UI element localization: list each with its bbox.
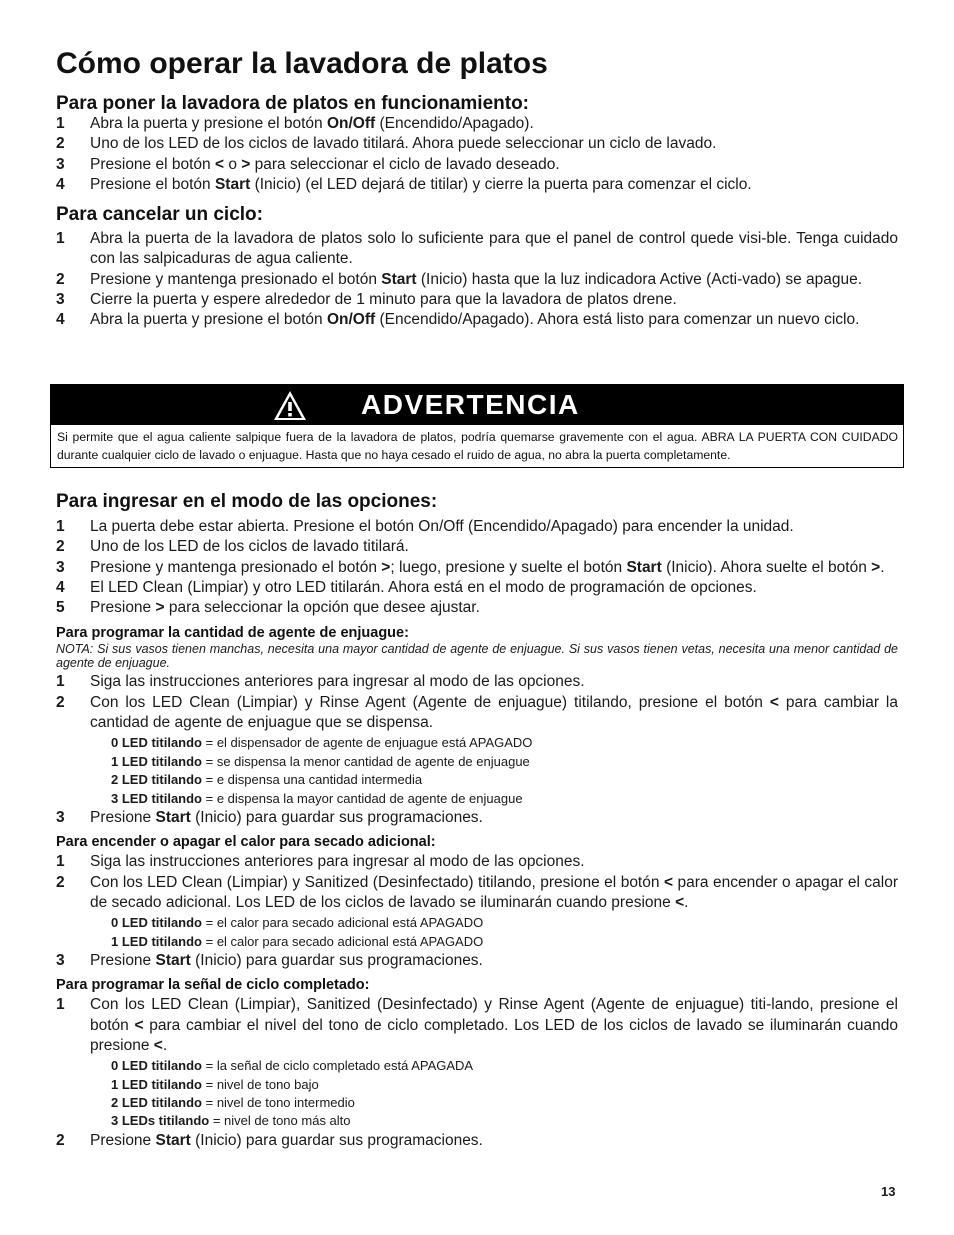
text-run: para encender o apagar el calor de secado adicional. Los LED de los ciclos de lavado se iluminarán cuando presione bbox=[90, 873, 898, 911]
step-text bbox=[90, 808, 898, 828]
list-item bbox=[56, 114, 898, 134]
steps-list bbox=[56, 852, 898, 913]
step-text: Siga las instrucciones anteriores para ingresar al modo de las opciones. bbox=[90, 853, 585, 871]
step-text: Siga las instrucciones anteriores para ingresar al modo de las opciones. bbox=[90, 673, 585, 691]
step-text: La puerta debe estar abierta. Presione el botón On/Off (Encendido/Apagado) para encender la unidad. bbox=[90, 518, 794, 535]
text-run: (Inicio) para guardar sus programaciones. bbox=[190, 952, 483, 969]
warning-triangle-icon bbox=[273, 390, 307, 421]
list-item bbox=[56, 134, 898, 154]
led-desc: = se dispensa la menor cantidad de agente de enjuague bbox=[202, 753, 530, 769]
step-text bbox=[90, 114, 898, 134]
list-item bbox=[56, 808, 898, 828]
bold-run: Start bbox=[155, 1131, 191, 1149]
text-run: Presione el botón bbox=[90, 175, 215, 193]
step-number: 3 bbox=[56, 809, 65, 826]
led-list bbox=[111, 734, 898, 808]
text-run: (Inicio) hasta que la luz indicadora Active (Acti-vado) se apague. bbox=[416, 270, 863, 288]
text-run: Abra la puerta y presione el botón bbox=[90, 311, 327, 329]
bold-run: > bbox=[155, 599, 165, 617]
list-item bbox=[111, 753, 898, 771]
text-run: para cambiar la cantidad de agente de enjuague que se dispensa. bbox=[90, 693, 898, 732]
led-desc: = nivel de tono intermedio bbox=[202, 1095, 355, 1110]
text-run: (Encendido/Apagado). Ahora está listo para comenzar un nuevo ciclo. bbox=[375, 311, 860, 329]
led-desc: = e dispensa la mayor cantidad de agente de enjuague bbox=[202, 790, 523, 806]
list-item bbox=[111, 734, 898, 752]
step-text bbox=[90, 558, 898, 578]
list-item bbox=[56, 558, 898, 578]
led-desc: = el calor para secado adicional está APAGADO bbox=[202, 933, 484, 949]
text-run: . bbox=[684, 893, 689, 911]
text-run: o bbox=[224, 155, 242, 173]
page-title: Cómo operar la lavadora de platos bbox=[56, 47, 548, 80]
warning-title: ADVERTENCIA bbox=[361, 389, 580, 420]
warning-box bbox=[50, 384, 904, 468]
text-run: (Inicio) para guardar sus programaciones. bbox=[190, 1131, 483, 1149]
list-item bbox=[56, 290, 898, 310]
step-text bbox=[90, 873, 898, 914]
list-item bbox=[56, 873, 898, 914]
bold-run: > bbox=[381, 558, 391, 576]
led-label: 1 LED titilando bbox=[111, 753, 202, 769]
list-item bbox=[111, 1112, 898, 1130]
text-run: . bbox=[880, 558, 885, 576]
text-run: Abra la puerta y presione el botón bbox=[90, 115, 327, 132]
list-item bbox=[56, 310, 898, 330]
step-text: El LED Clean (Limpiar) y otro LED titilarán. Ahora está en el modo de programación de opciones. bbox=[90, 578, 757, 596]
step-number: 2 bbox=[56, 693, 65, 711]
step-text: Uno de los LED de los ciclos de lavado titilará. Ahora puede seleccionar un ciclo de lavado. bbox=[90, 135, 717, 153]
text-run: Presione y mantenga presionado el botón bbox=[90, 270, 382, 288]
step-number: 2 bbox=[56, 1131, 65, 1149]
led-label: 3 LED titilando bbox=[111, 790, 202, 806]
step-number: 1 bbox=[56, 518, 65, 535]
step-number: 1 bbox=[56, 853, 65, 871]
text-run: Presione bbox=[90, 952, 156, 969]
list-item bbox=[56, 229, 898, 270]
list-item bbox=[111, 1057, 898, 1075]
list-item bbox=[56, 537, 898, 557]
led-label: 0 LED titilando bbox=[111, 735, 202, 751]
subsection-heading: Para programar la cantidad de agente de enjuague: bbox=[56, 625, 409, 642]
section-start bbox=[56, 93, 898, 195]
led-desc: = el dispensador de agente de enjuague está APAGADO bbox=[202, 735, 533, 751]
warning-text: Si permite que el agua caliente salpique fuera de la lavadora de platos, podría quemarse gravemente con el agua. ABRA LA PUERTA CON CUIDADO durante cualquier ciclo de lavado o enjuague. Hasta que no haya cesado el ruido de agua, no abra la puerta completamente. bbox=[57, 430, 898, 463]
led-label: 3 LEDs titilando bbox=[111, 1113, 210, 1129]
bold-run: > bbox=[871, 558, 881, 576]
step-number: 4 bbox=[56, 578, 65, 596]
text-run: para seleccionar el ciclo de lavado deseado. bbox=[250, 155, 560, 173]
step-number: 2 bbox=[56, 270, 65, 288]
section-heading: Para cancelar un ciclo: bbox=[56, 204, 263, 226]
led-label: 1 LED titilando bbox=[111, 933, 202, 949]
page-number: 13 bbox=[881, 1184, 896, 1199]
step-number: 3 bbox=[56, 155, 65, 173]
list-item bbox=[111, 1094, 898, 1112]
steps-list bbox=[56, 951, 898, 971]
list-item bbox=[56, 1131, 898, 1151]
bold-run: < bbox=[663, 873, 674, 891]
list-item bbox=[111, 790, 898, 808]
step-text bbox=[90, 310, 898, 330]
steps-list bbox=[56, 995, 898, 1056]
list-item bbox=[56, 155, 898, 175]
list-item bbox=[56, 270, 898, 290]
text-run: (Inicio) (el LED dejará de titilar) y cierre la puerta para comenzar el ciclo. bbox=[250, 175, 752, 193]
step-text bbox=[90, 995, 898, 1056]
steps-list bbox=[56, 114, 898, 195]
text-run: Presione bbox=[90, 809, 156, 826]
steps-list bbox=[56, 1131, 898, 1151]
list-item bbox=[56, 852, 898, 872]
list-item bbox=[111, 933, 898, 951]
step-text: Abra la puerta de la lavadora de platos solo lo suficiente para que el panel de control quede visi-ble. Tenga cuidado con las salpicaduras de agua caliente. bbox=[90, 230, 898, 268]
bold-run: < bbox=[675, 893, 685, 911]
text-run: Con los LED Clean (Limpiar) y Rinse Agent (Agente de enjuague) titilando, presione el botón bbox=[90, 693, 770, 711]
list-item bbox=[56, 672, 898, 692]
step-number: 3 bbox=[56, 291, 65, 309]
led-desc: = nivel de tono bajo bbox=[202, 1076, 319, 1092]
bold-run: On/Off bbox=[326, 311, 376, 329]
section-heading: Para poner la lavadora de platos en funcionamiento: bbox=[56, 93, 529, 114]
list-item bbox=[111, 1076, 898, 1094]
led-desc: = e dispensa una cantidad intermedia bbox=[202, 772, 423, 788]
bold-run: Start bbox=[381, 270, 417, 288]
text-run: (Inicio). Ahora suelte el botón bbox=[661, 558, 872, 576]
text-run: Presione y mantenga presionado el botón bbox=[90, 558, 382, 576]
list-item bbox=[56, 693, 898, 734]
led-list bbox=[111, 914, 898, 951]
bold-run: Start bbox=[155, 809, 191, 826]
step-number: 1 bbox=[56, 673, 65, 691]
text-run: Presione el botón bbox=[90, 155, 215, 173]
step-number: 2 bbox=[56, 135, 65, 153]
led-list bbox=[111, 1057, 898, 1131]
led-label: 2 LED titilando bbox=[111, 772, 202, 788]
text-run: para seleccionar la opción que desee ajustar. bbox=[164, 599, 480, 617]
steps-list bbox=[56, 808, 898, 828]
led-label: 1 LED titilando bbox=[111, 1076, 202, 1092]
section-cancel bbox=[56, 204, 898, 330]
list-item bbox=[111, 771, 898, 789]
text-run: (Encendido/Apagado). bbox=[375, 115, 534, 132]
step-text: Uno de los LED de los ciclos de lavado titilará. bbox=[90, 538, 409, 556]
step-number: 2 bbox=[56, 538, 65, 556]
text-run: Presione bbox=[90, 599, 156, 617]
step-number: 3 bbox=[56, 558, 65, 576]
text-run: (Inicio) para guardar sus programaciones. bbox=[190, 809, 483, 826]
text-run: . bbox=[162, 1036, 168, 1054]
bold-run: Start bbox=[626, 558, 662, 576]
step-text: Cierre la puerta y espere alrededor de 1 minuto para que la lavadora de platos drene. bbox=[90, 291, 677, 309]
note-text: NOTA: Si sus vasos tienen manchas, necesita una mayor cantidad de agente de enjuague. Si sus vasos tienen vetas, necesita una menor cantidad de agente de enjuague. bbox=[56, 642, 898, 671]
bold-run: < bbox=[214, 155, 225, 173]
bold-run: < bbox=[769, 693, 779, 711]
steps-list bbox=[56, 672, 898, 733]
steps-list bbox=[56, 517, 898, 618]
list-item bbox=[56, 995, 898, 1056]
bold-run: > bbox=[241, 155, 251, 173]
led-label: 0 LED titilando bbox=[111, 915, 202, 931]
steps-list bbox=[56, 229, 898, 330]
led-desc: = nivel de tono más alto bbox=[209, 1113, 351, 1129]
step-number: 5 bbox=[56, 599, 65, 617]
list-item bbox=[111, 914, 898, 932]
step-text bbox=[90, 175, 898, 195]
step-text bbox=[90, 270, 898, 290]
bold-run: On/Off bbox=[326, 115, 376, 132]
text-run: para cambiar el nivel del tono de ciclo completado. Los LED de los ciclos de lavado se iluminarán cuando presione bbox=[90, 1016, 898, 1054]
step-number: 1 bbox=[56, 115, 65, 132]
bold-run: Start bbox=[214, 175, 251, 193]
list-item bbox=[56, 517, 898, 537]
list-item bbox=[56, 578, 898, 598]
led-desc: = la señal de ciclo completado está APAGADA bbox=[202, 1058, 474, 1074]
warning-header bbox=[51, 385, 903, 425]
bold-run: < bbox=[134, 1016, 144, 1034]
step-text bbox=[90, 1131, 898, 1151]
text-run: ; luego, presione y suelte el botón bbox=[390, 558, 627, 576]
step-number: 3 bbox=[56, 952, 65, 969]
section-heading: Para ingresar en el modo de las opciones: bbox=[56, 491, 438, 512]
text-run: Presione bbox=[90, 1131, 156, 1149]
step-text bbox=[90, 951, 898, 971]
subsection-heading: Para encender o apagar el calor para secado adicional: bbox=[56, 834, 436, 851]
bold-run: < bbox=[153, 1036, 163, 1054]
led-label: 2 LED titilando bbox=[111, 1095, 202, 1110]
led-label: 0 LED titilando bbox=[111, 1058, 202, 1074]
list-item bbox=[56, 175, 898, 195]
bold-run: Start bbox=[155, 952, 191, 969]
led-desc: = el calor para secado adicional está APAGADO bbox=[202, 915, 484, 931]
step-text bbox=[90, 693, 898, 734]
text-run: Con los LED Clean (Limpiar), Sanitized (Desinfectado) y Rinse Agent (Agente de enjuague) titi-lando, presione el botón bbox=[90, 996, 898, 1034]
step-number: 1 bbox=[56, 996, 65, 1014]
step-number: 2 bbox=[56, 873, 65, 891]
list-item bbox=[56, 951, 898, 971]
step-number: 1 bbox=[56, 230, 65, 248]
step-text bbox=[90, 598, 898, 618]
text-run: Con los LED Clean (Limpiar) y Sanitized (Desinfectado) titilando, presione el botón bbox=[90, 873, 664, 891]
list-item bbox=[56, 598, 898, 618]
step-number: 4 bbox=[56, 311, 65, 329]
step-text bbox=[90, 155, 898, 175]
step-number: 4 bbox=[56, 175, 65, 193]
subsection-heading: Para programar la señal de ciclo completado: bbox=[56, 977, 370, 994]
document-page bbox=[56, 46, 898, 331]
options-content bbox=[56, 491, 898, 1151]
